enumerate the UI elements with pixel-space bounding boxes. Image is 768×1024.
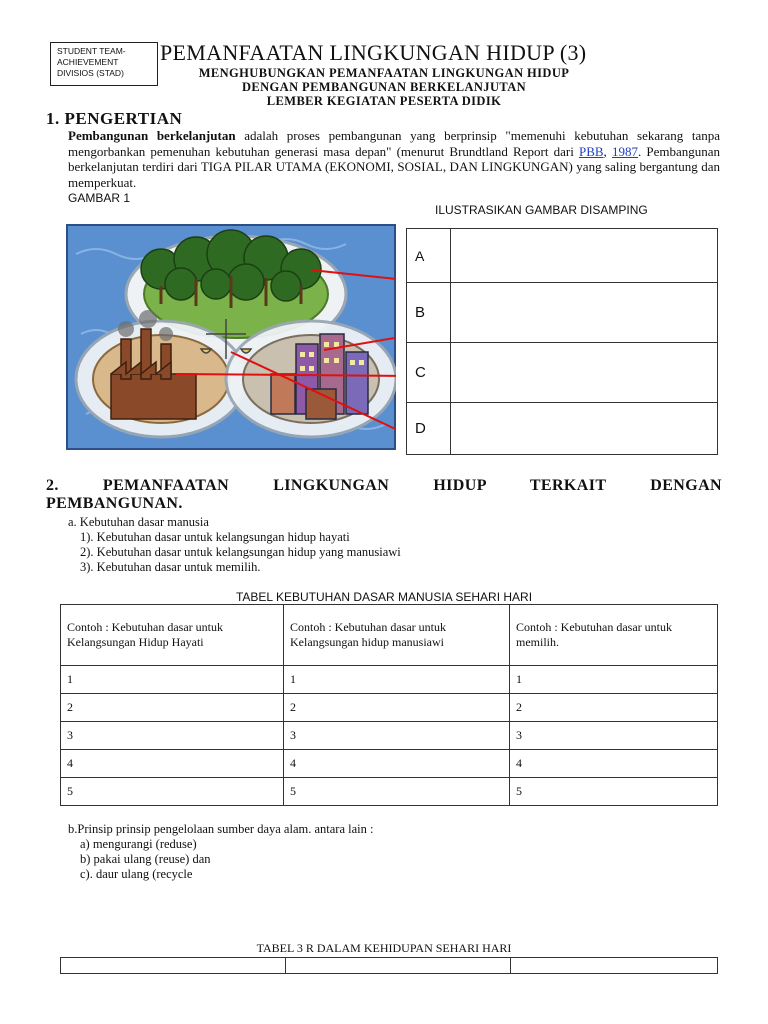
section2-heading: 2. PEMANFAATAN LINGKUNGAN HIDUP TERKAIT DENGAN (46, 477, 722, 494)
sustainability-illustration (66, 224, 396, 450)
3r-table (60, 957, 718, 974)
answer-cell-c[interactable] (451, 343, 718, 403)
definition-paragraph (68, 128, 720, 190)
list-item: 3). Kebutuhan dasar untuk memilih. (80, 560, 261, 574)
subtitle-1: MENGHUBUNGKAN PEMANFAATAN LINGKUNGAN HIDUP (198, 66, 570, 80)
table-cell[interactable]: 1 (61, 666, 284, 694)
table-cell[interactable]: 3 (284, 722, 510, 750)
list-b-heading: b.Prinsip prinsip pengelolaan sumber daya alam. antara lain : (68, 822, 374, 836)
table-cell[interactable]: 2 (61, 694, 284, 722)
table-cell[interactable]: 5 (284, 778, 510, 806)
answer-cell-d[interactable] (451, 403, 718, 455)
term: Pembangunan berkelanjutan (68, 128, 236, 143)
table-row (61, 958, 718, 974)
table-cell[interactable]: 4 (61, 750, 284, 778)
para-text: adalah proses pembangunan yang berprinsip "memenuhi kebutuhan sekarang tanpa mengorbankan pemenuhan kebutuhan generasi masa depan" (menurut Brundtland Report dari (68, 128, 720, 159)
section2-heading-cont: PEMBANGUNAN. (46, 495, 183, 512)
table-cell[interactable]: 2 (284, 694, 510, 722)
table-cell[interactable]: 3 (61, 722, 284, 750)
table-row (61, 666, 718, 694)
table-row (61, 750, 718, 778)
table-cell[interactable] (286, 958, 511, 974)
table-cell[interactable]: 5 (510, 778, 718, 806)
table-cell[interactable]: 5 (61, 778, 284, 806)
table-cell[interactable] (61, 958, 286, 974)
table-row (61, 778, 718, 806)
answer-cell-b[interactable] (451, 283, 718, 343)
table3-title: TABEL 3 R DALAM KEHIDUPAN SEHARI HARI (256, 941, 512, 955)
answer-cell-a[interactable] (451, 229, 718, 283)
table-cell[interactable]: 3 (510, 722, 718, 750)
table-header-row (61, 605, 718, 666)
table-title: TABEL KEBUTUHAN DASAR MANUSIA SEHARI HARI (235, 590, 533, 604)
table-header: Contoh : Kebutuhan dasar untuk Kelangsungan hidup manusiawi (284, 605, 510, 666)
row-label-b: B (407, 283, 451, 343)
section1-heading: 1. PENGERTIAN (46, 109, 183, 128)
subtitle-2: DENGAN PEMBANGUNAN BERKELANJUTAN (241, 80, 527, 94)
row-label-a: A (407, 229, 451, 283)
list-item: c). daur ulang (recycle (80, 867, 193, 881)
table-cell[interactable] (511, 958, 718, 974)
table-cell[interactable]: 2 (510, 694, 718, 722)
list-item: a) mengurangi (reduse) (80, 837, 197, 851)
table-row (61, 694, 718, 722)
figure-label: GAMBAR 1 (68, 191, 131, 205)
subtitle-3: LEMBER KEGIATAN PESERTA DIDIK (266, 94, 502, 108)
badge-line: DIVISIOS (STAD) (57, 68, 124, 78)
table-cell[interactable]: 1 (284, 666, 510, 694)
link-pbb[interactable]: PBB (578, 143, 604, 159)
list-item: 2). Kebutuhan dasar untuk kelangsungan hidup yang manusiawi (80, 545, 401, 559)
para-text: . Pembangunan berkelanjutan terdiri dari TIGA PILAR UTAMA (EKONOMI, SOSIAL, DAN LINGKUNGAN) yang saling bergantung dan memperkuat. (68, 143, 721, 190)
table-header: Contoh : Kebutuhan dasar untuk Kelangsungan Hidup Hayati (61, 605, 284, 666)
needs-table (60, 604, 718, 806)
row-label-c: C (407, 343, 451, 403)
table-cell[interactable]: 1 (510, 666, 718, 694)
badge-line: STUDENT TEAM- (57, 46, 126, 56)
table-cell[interactable]: 4 (284, 750, 510, 778)
table-row (61, 722, 718, 750)
illustrate-label: ILUSTRASIKAN GAMBAR DISAMPING (435, 203, 648, 217)
link-1987[interactable]: 1987 (611, 143, 638, 159)
row-label-d: D (407, 403, 451, 455)
page-title: PEMANFAATAN LINGKUNGAN HIDUP (3) (160, 40, 587, 65)
illustration-answer-table (406, 228, 718, 455)
table-header: Contoh : Kebutuhan dasar untuk memilih. (510, 605, 718, 666)
list-a-heading: a. Kebutuhan dasar manusia (68, 515, 209, 529)
list-item: 1). Kebutuhan dasar untuk kelangsungan hidup hayati (80, 530, 350, 544)
table-cell[interactable]: 4 (510, 750, 718, 778)
badge-line: ACHIEVEMENT (57, 57, 119, 67)
list-item: b) pakai ulang (reuse) dan (80, 852, 211, 866)
para-sep: , (603, 143, 612, 159)
